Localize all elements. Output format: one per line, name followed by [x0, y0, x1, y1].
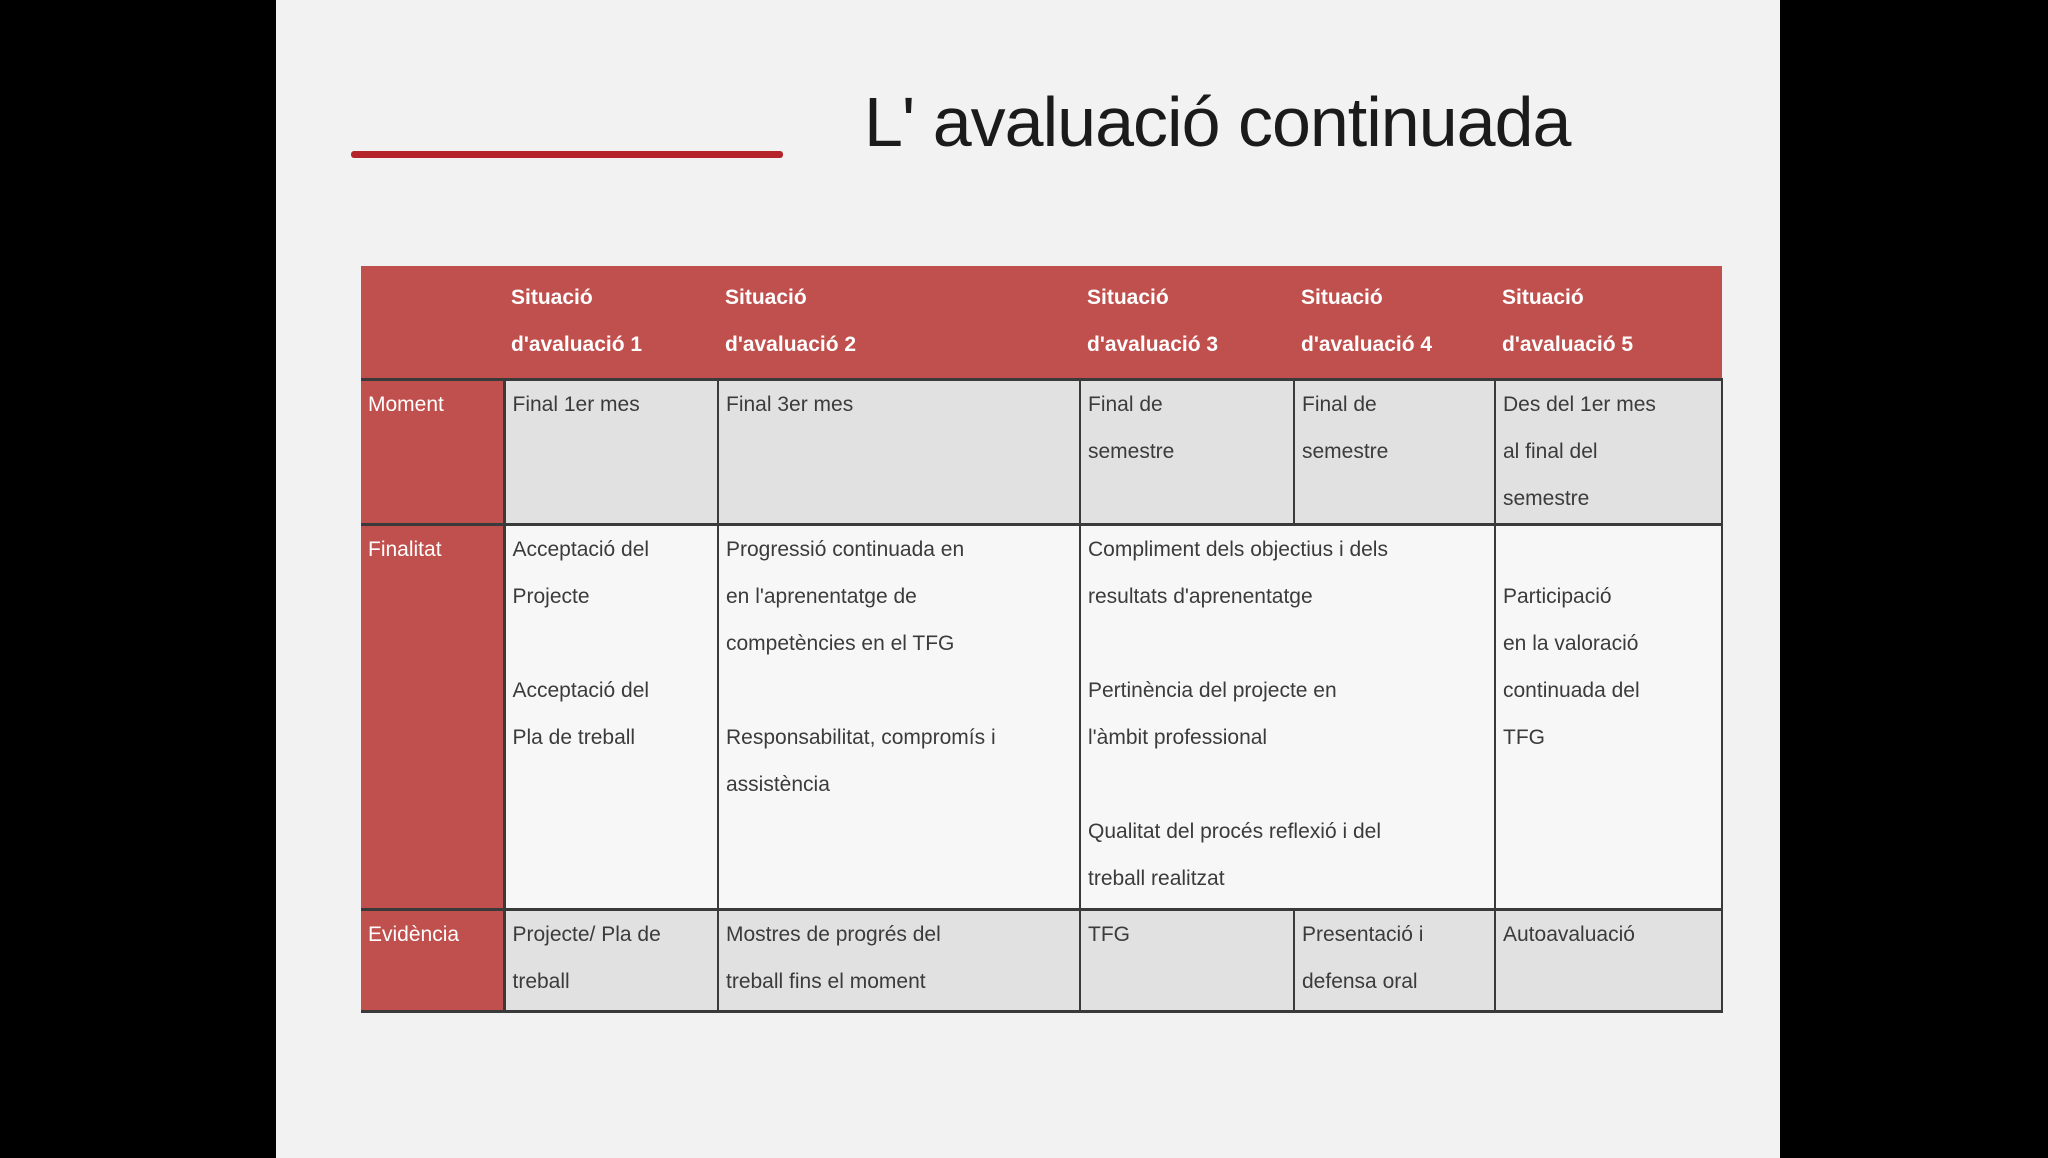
finalitat-cell-2	[718, 525, 1080, 910]
moment-cell-1	[504, 380, 718, 525]
cell-spacer	[1088, 620, 1487, 667]
table-row-finalitat	[361, 525, 1722, 910]
presentation-slide	[276, 0, 1780, 1158]
cell-text-line: Mostres de progrés del	[726, 923, 941, 946]
cell-text-line: d'avaluació 3	[1087, 333, 1219, 356]
cell-text-line: d'avaluació 1	[511, 333, 643, 356]
evidencia-cell-1	[504, 910, 718, 1012]
cell-spacer	[513, 620, 711, 667]
cell-text-line: Autoavaluació	[1503, 923, 1635, 946]
table-row-moment	[361, 380, 1722, 525]
slide-title: L' avaluació continuada	[864, 83, 1571, 161]
row-label-moment: Moment	[361, 380, 504, 525]
cell-text-line: d'avaluació 2	[725, 333, 857, 356]
cell-text-line: Situació	[1087, 286, 1169, 309]
cell-text-line: Compliment dels objectius i dels	[1088, 538, 1388, 561]
finalitat-cell-5	[1495, 525, 1722, 910]
moment-cell-5	[1495, 380, 1722, 525]
header-cell-situacio-2	[718, 266, 1080, 380]
header-cell-situacio-4	[1294, 266, 1495, 380]
cell-text-line: Presentació i	[1302, 923, 1424, 946]
cell-text-line: Participació	[1503, 585, 1612, 608]
cell-text-line: Final de	[1302, 393, 1377, 416]
table-header-row	[361, 266, 1722, 380]
cell-text-line: Des del 1er mes	[1503, 393, 1656, 416]
cell-text-line: Situació	[1502, 286, 1584, 309]
moment-cell-3	[1080, 380, 1294, 525]
cell-text-line: d'avaluació 5	[1502, 333, 1634, 356]
cell-text-line: TFG	[1503, 726, 1545, 749]
cell-text-line: semestre	[1088, 440, 1175, 463]
cell-text-line: semestre	[1302, 440, 1389, 463]
cell-spacer	[1503, 526, 1714, 573]
cell-text-line: d'avaluació 4	[1301, 333, 1433, 356]
header-corner-cell	[361, 266, 504, 380]
cell-text-line: al final del	[1503, 440, 1598, 463]
table-row-evidencia	[361, 910, 1722, 1012]
cell-text-line: Situació	[511, 286, 593, 309]
cell-text-line: Situació	[1301, 286, 1383, 309]
cell-text-line: Situació	[725, 286, 807, 309]
cell-text-line: Progressió continuada en	[726, 538, 965, 561]
finalitat-cell-1	[504, 525, 718, 910]
cell-spacer	[1088, 761, 1487, 808]
moment-cell-4	[1294, 380, 1495, 525]
cell-text-line: treball	[512, 970, 570, 993]
cell-text-line: treball fins el moment	[726, 970, 926, 993]
finalitat-cell-3-4	[1080, 525, 1495, 910]
evidencia-cell-2	[718, 910, 1080, 1012]
cell-text-line: resultats d'aprenentatge	[1088, 585, 1313, 608]
header-cell-situacio-5	[1495, 266, 1722, 380]
evaluation-table	[361, 266, 1723, 1013]
cell-text-line: continuada del	[1503, 679, 1640, 702]
cell-text-line: en l'aprenentatge de	[726, 585, 917, 608]
title-accent-rule	[351, 151, 783, 158]
cell-text-line: en la valoració	[1503, 632, 1639, 655]
cell-text-line: Pertinència del projecte en	[1088, 679, 1337, 702]
cell-text-line: Acceptació del	[512, 679, 650, 702]
cell-text-line: Pla de treball	[512, 726, 636, 749]
cell-text-line: Projecte/ Pla de	[512, 923, 661, 946]
row-label-finalitat: Finalitat	[361, 525, 504, 910]
cell-text-line: l'àmbit professional	[1088, 726, 1268, 749]
cell-text-line: Final 3er mes	[726, 393, 854, 416]
evidencia-cell-3	[1080, 910, 1294, 1012]
cell-text-line: assistència	[726, 773, 830, 796]
cell-text-line: competències en el TFG	[726, 632, 955, 655]
cell-text-line: Qualitat del procés reflexió i del	[1088, 820, 1381, 843]
cell-text-line: semestre	[1503, 487, 1590, 510]
cell-text-line: Acceptació del	[512, 538, 650, 561]
cell-text-line: Final 1er mes	[512, 393, 640, 416]
cell-text-line: treball realitzat	[1088, 867, 1225, 890]
cell-text-line: defensa oral	[1302, 970, 1418, 993]
cell-text-line: Projecte	[512, 585, 590, 608]
row-label-evidencia: Evidència	[361, 910, 504, 1012]
cell-text-line: TFG	[1088, 923, 1130, 946]
cell-text-line: Responsabilitat, compromís i	[726, 726, 996, 749]
evidencia-cell-5	[1495, 910, 1722, 1012]
moment-cell-2	[718, 380, 1080, 525]
header-cell-situacio-3	[1080, 266, 1294, 380]
header-cell-situacio-1	[504, 266, 718, 380]
evidencia-cell-4	[1294, 910, 1495, 1012]
cell-spacer	[726, 667, 1072, 714]
cell-text-line: Final de	[1088, 393, 1163, 416]
